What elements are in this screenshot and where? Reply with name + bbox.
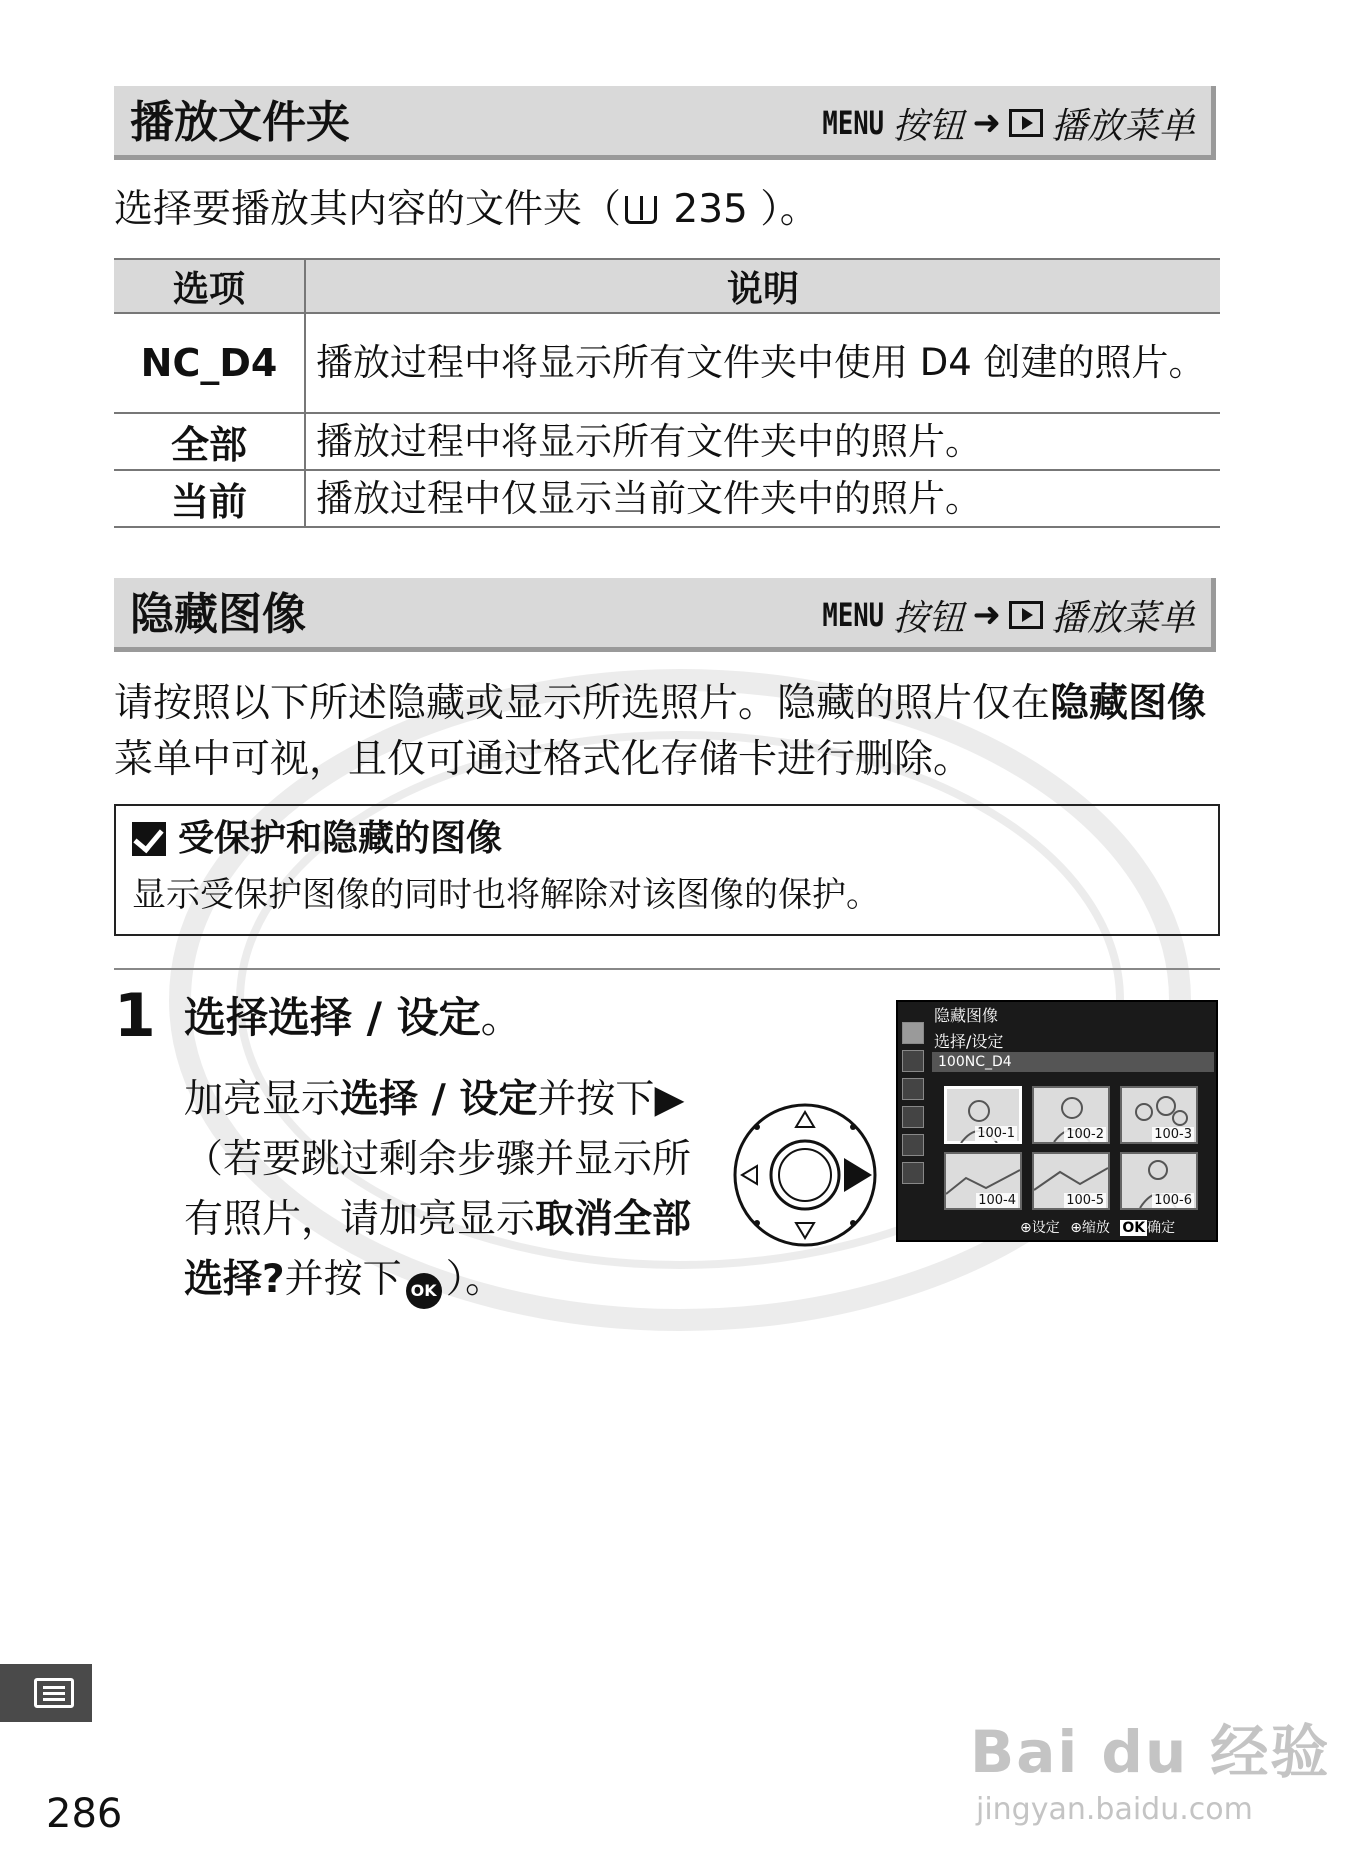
table-row xyxy=(114,413,1220,470)
wrench-tab-icon xyxy=(902,1106,924,1128)
watermark-url: jingyan.baidu.com xyxy=(976,1792,1253,1827)
description-cell: 播放过程中将显示所有文件夹中的照片。 xyxy=(305,413,1220,470)
arrow-icon: ➜ xyxy=(972,595,1001,635)
thumbnail[interactable]: 100-2 xyxy=(1032,1086,1110,1144)
check-icon xyxy=(132,822,166,856)
playback-icon xyxy=(1009,601,1043,629)
ok-key-icon: OK xyxy=(1122,1220,1146,1236)
note-text: 显示受保护图像的同时也将解除对该图像的保护。 xyxy=(132,875,880,915)
camera-screen xyxy=(896,1000,1218,1242)
camera-folder-name: 100NC_D4 xyxy=(938,1054,1012,1070)
my-menu-tab-icon xyxy=(902,1162,924,1184)
option-cell: NC_D4 xyxy=(114,313,305,413)
table-header-row xyxy=(114,259,1220,313)
retouch-tab-icon xyxy=(902,1134,924,1156)
col-header-description: 说明 xyxy=(305,259,1220,313)
intro-text: 选择要播放其内容的文件夹（ 235 ）。 xyxy=(114,187,819,232)
menu-button-label: 按钮 xyxy=(892,105,965,147)
menu-path xyxy=(807,98,1195,148)
camera-menu-title: 隐藏图像 xyxy=(934,1006,999,1025)
arrow-icon: ➜ xyxy=(972,103,1001,143)
table-row xyxy=(114,470,1220,527)
section-title: 隐藏图像 xyxy=(130,589,306,640)
camera-subtitle: 选择/设定 xyxy=(934,1032,1004,1051)
description-cell: 播放过程中仅显示当前文件夹中的照片。 xyxy=(305,470,1220,527)
option-cell: 全部 xyxy=(114,413,305,470)
table-row xyxy=(114,313,1220,413)
col-header-option: 选项 xyxy=(114,259,305,313)
camera-menu-tabs xyxy=(902,1022,926,1190)
section-header-hide-image xyxy=(114,578,1216,652)
section-title: 播放文件夹 xyxy=(130,97,350,148)
watermark-logo: Bai du 经验 xyxy=(970,1718,1331,1786)
note-box xyxy=(114,804,1220,936)
description-cell: 播放过程中将显示所有文件夹中使用 D4 创建的照片。 xyxy=(305,313,1220,413)
menu-name: 播放菜单 xyxy=(1050,597,1195,639)
camera-tab-icon xyxy=(902,1050,924,1072)
multi-selector-icon xyxy=(730,1100,880,1250)
book-icon xyxy=(625,196,657,224)
menu-word: MENU xyxy=(822,104,885,142)
ok-button-icon: OK xyxy=(406,1273,442,1309)
menu-list-icon xyxy=(34,1678,74,1708)
thumbnail[interactable]: 100-5 xyxy=(1032,1152,1110,1210)
step-body: 加亮显示选择 / 设定并按下▶（若要跳过剩余步骤并显示所有照片，请加亮显示取消全部选择?并按下 OK ）。 xyxy=(184,1070,714,1310)
section-header-playback-folder xyxy=(114,86,1216,160)
menu-button-label: 按钮 xyxy=(892,597,965,639)
thumbnail[interactable]: 100-3 xyxy=(1120,1086,1198,1144)
menu-word: MENU xyxy=(822,596,885,634)
hide-image-intro: 请按照以下所述隐藏或显示所选照片。隐藏的照片仅在隐藏图像菜单中可视，且仅可通过格式化存储卡进行删除。 xyxy=(114,681,1207,782)
options-table xyxy=(114,258,1220,528)
menu-name: 播放菜单 xyxy=(1050,105,1195,147)
page-tab xyxy=(0,1664,92,1722)
note-title: 受保护和隐藏的图像 xyxy=(178,818,503,859)
menu-path xyxy=(807,590,1195,640)
step-number: 1 xyxy=(114,981,156,1051)
step-heading: 选择选择 / 设定。 xyxy=(184,993,523,1042)
thumbnail[interactable]: 100-1 xyxy=(944,1086,1022,1144)
option-cell: 当前 xyxy=(114,470,305,527)
playback-icon xyxy=(1009,109,1043,137)
thumbnail[interactable]: 100-4 xyxy=(944,1152,1022,1210)
camera-footer: ⊕设定 ⊕缩放 OK 确定 xyxy=(1020,1220,1176,1236)
zoom-icon: ⊕ xyxy=(1070,1220,1082,1236)
divider xyxy=(114,968,1220,970)
thumbnail[interactable]: 100-6 xyxy=(1120,1152,1198,1210)
playback-tab-icon xyxy=(902,1022,924,1044)
selector-icon: ⊕ xyxy=(1020,1220,1032,1236)
page-number: 286 xyxy=(46,1791,123,1837)
pencil-tab-icon xyxy=(902,1078,924,1100)
